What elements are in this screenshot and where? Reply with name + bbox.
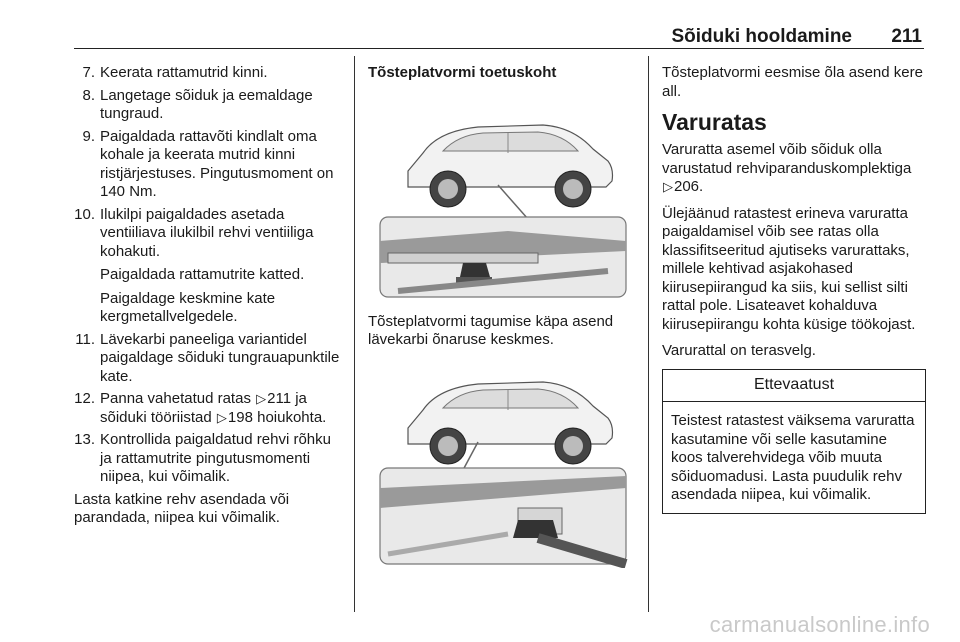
page-ref-icon: ▷ (216, 409, 227, 425)
page-ref-icon: ▷ (256, 391, 267, 406)
page-header (74, 22, 924, 49)
paragraph: Varurattal on terasvelg. (662, 342, 816, 359)
step-subtext: Paigaldada rattamutrite katted. (100, 266, 305, 283)
page-number: 211 (891, 26, 922, 47)
section-heading-spare-wheel: Varuratas (662, 109, 767, 135)
step-item: 7. Keerata rattamutrid kinni. (82, 64, 268, 81)
page-ref-link[interactable]: 211 (267, 390, 292, 407)
caution-box (662, 369, 926, 514)
intro-paragraph: Tõsteplatvormi eesmise õla asend kere all. (662, 64, 923, 100)
column-divider (354, 56, 355, 612)
car-lift-diagram (368, 91, 634, 301)
page-ref-link[interactable]: 198 (227, 408, 253, 426)
column-right (662, 64, 926, 514)
page-ref-link[interactable]: 206 (674, 178, 700, 195)
column-left (74, 64, 340, 536)
section-heading: Tõsteplatvormi toetuskoht (368, 64, 557, 81)
caution-title: Ettevaatust (663, 370, 925, 403)
column-middle (368, 64, 634, 580)
figure-caption: Tõsteplatvormi tagumise käpa asend lävekarbi õnaruse keskmes. (368, 312, 614, 348)
caution-text: Teistest ratastest väiksema varuratta kasutamine või selle kasutamine koos talverehvidega võib muuta sõiduomadusi. Lasta puudulik rehv asendada niipea, kui võimalik. (671, 412, 915, 503)
step-item: 12. Panna vahetatud ratas ▷211 ja sõiduki tööriistad ▷198 hoiukohta. (74, 390, 327, 426)
page-title: Sõiduki hooldamine (671, 26, 852, 47)
step-item: 8. Langetage sõiduk ja eemaldage tungraud. (82, 86, 313, 122)
step-item: 10. Ilukilpi paigaldades asetada ventiiliava ilukilbil rehvi ventiiliga kohakuti. Paigaldada rattamutrite katted. Paigaldage keskmine kate kergmetallvelgedele. (74, 206, 340, 327)
column-divider (648, 56, 649, 612)
step-list (74, 64, 340, 487)
step-item: 9. Paigaldada rattavõti kindlalt oma kohale ja keerata mutrid kinni ristjärjestuses. Pingutusmoment on 140 Nm. (82, 127, 334, 200)
page-ref-icon: ▷ (663, 179, 673, 194)
step-item: 11. Lävekarbi paneeliga variantidel paigaldage sõiduki tungrauapunktile kate. (75, 330, 340, 385)
paragraph: Varuratta asemel võib sõiduk olla varustatud rehviparanduskomplektiga ▷206. (662, 141, 912, 195)
step-item: 13. Kontrollida paigaldatud rehvi rõhku ja rattamutrite pingutusmomenti niipea, kui võimalik. (74, 431, 331, 485)
paragraph: Ülejäänud ratastest erineva varuratta paigaldamisel võib see ratas olla klassifitseeritud ajutiseks varurattaks, millele kehtivad asjakohased kiirusepiirangud ka siis, kui sellist silti rattal pole. Lisateavet kohalduva kiirusepiirangu kohta küsige töökojast. (662, 204, 916, 333)
closing-paragraph: Lasta katkine rehv asendada või parandada, niipea kui võimalik. (74, 490, 290, 526)
lift-point-illustration-2 (368, 358, 634, 568)
watermark: carmanualsonline.info (709, 612, 930, 637)
car-lift-diagram (368, 358, 634, 568)
lift-point-illustration-1 (368, 91, 634, 301)
step-subtext: Paigaldage keskmine kate kergmetallvelgedele. (100, 289, 276, 325)
